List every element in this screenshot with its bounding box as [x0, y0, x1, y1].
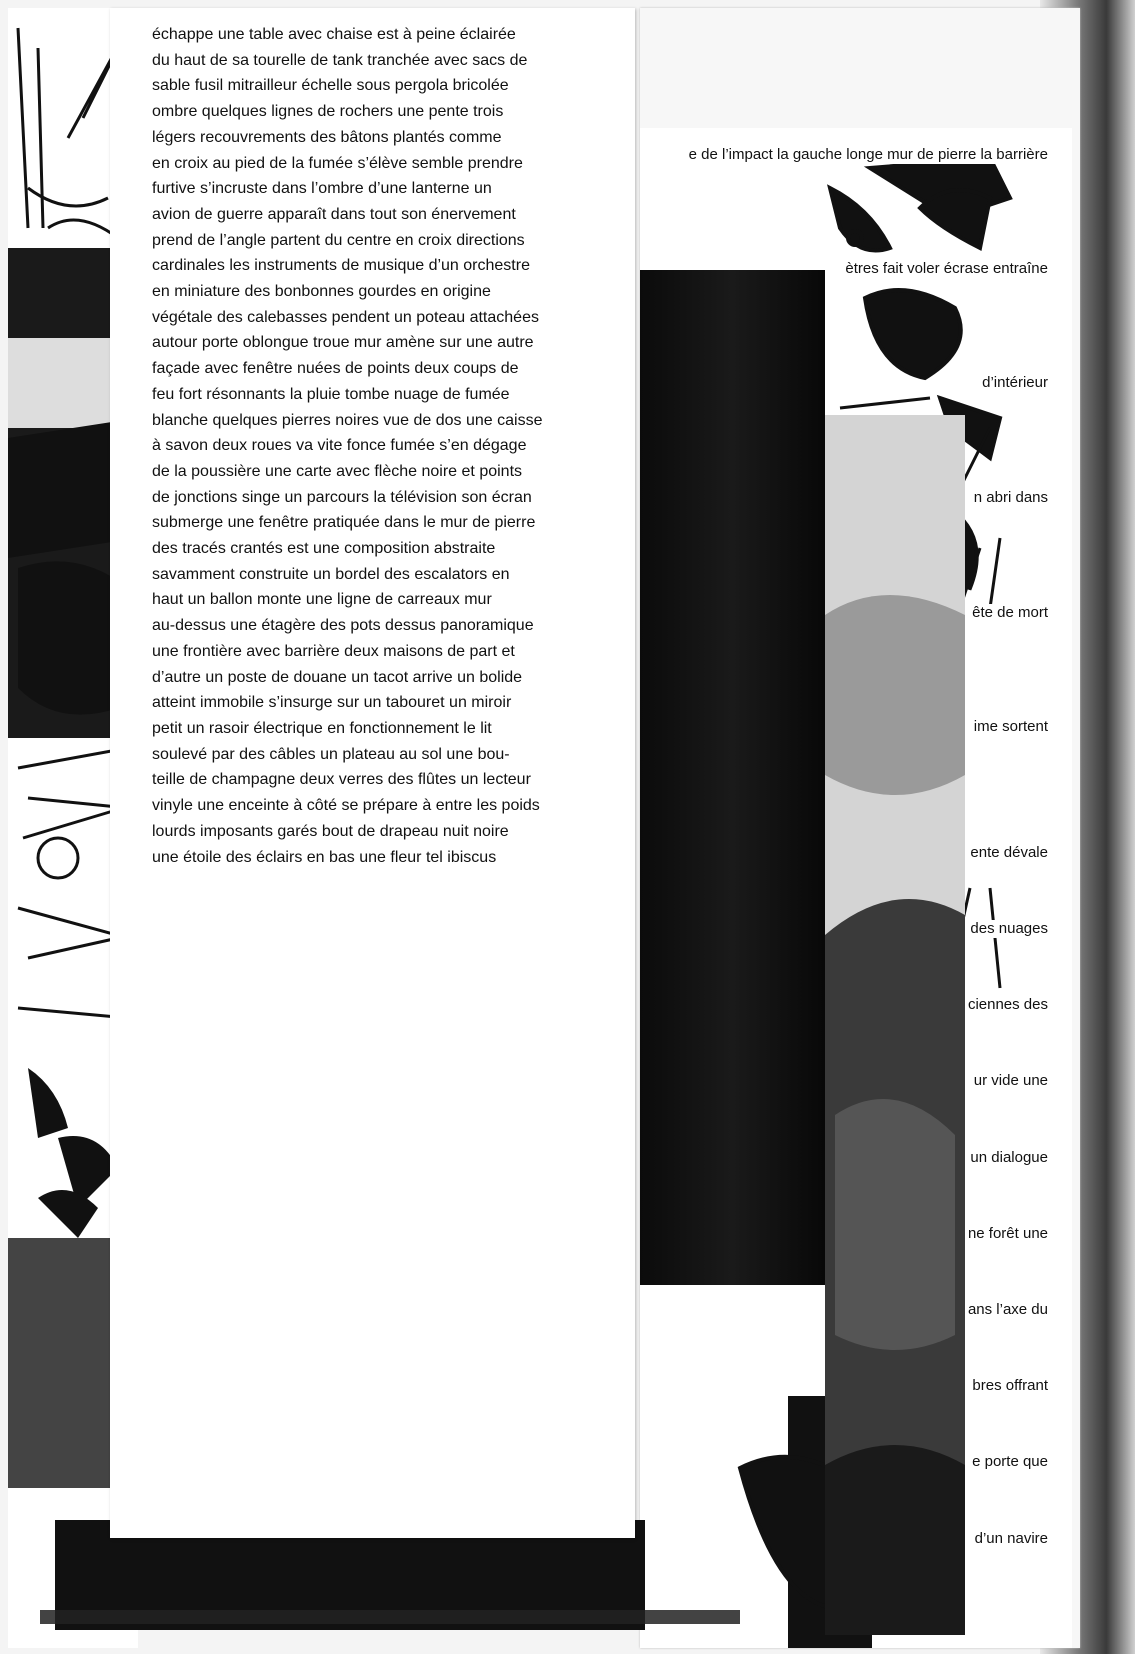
right-text-fragment: ciennes des — [964, 996, 1048, 1014]
right-text-fragment: e porte que — [968, 1453, 1048, 1471]
bottom-text-strip — [40, 1610, 740, 1624]
right-text-fragment: ans l’axe du — [964, 1301, 1048, 1319]
right-text-fragment: ètres fait voler écrase entraîne — [841, 260, 1048, 278]
gray-photo-panel — [825, 415, 965, 1635]
right-text-fragment: des nuages — [966, 920, 1048, 938]
photo-texture — [825, 415, 965, 1635]
right-text-fragment: ête de mort — [968, 604, 1048, 622]
right-text-fragment: ime sortent — [970, 718, 1048, 736]
right-text-fragment: d’un navire — [971, 1530, 1048, 1548]
right-text-fragment: un dialogue — [966, 1149, 1048, 1167]
right-text-fragment: bres offrant — [968, 1377, 1048, 1395]
right-text-fragment: n abri dans — [970, 489, 1048, 507]
right-text-fragment: ente dévale — [966, 844, 1048, 862]
dark-vertical-panel — [640, 270, 825, 1285]
right-text-fragment: d’intérieur — [978, 374, 1048, 392]
body-text: échappe une table avec chaise est à peine éclairée du haut de sa tourelle de tank tranchée avec sacs de sable fusil mitrailleur échelle sous pergola bricolée ombre quelques lignes de rochers une pente trois légers recouvrements des bâtons plantés comme en croix au pied de la fumée s’élève semble prendre furtive s’incruste dans l’ombre d’une lanterne un avion de guerre apparaît dans tout son énervement prend de l’angle partent du centre en croix directions cardinales les instruments de musique d’un orchestre en miniature des bonbonnes gourdes en origine végétale des calebasses pendent un poteau attachées autour porte oblongue troue mur amène sur une autre façade avec fenêtre nuées de points deux coups de feu fort résonnants la pluie tombe nuage de fumée blanche quelques pierres noires vue de dos une caisse à savon deux roues va vite fonce fumée s’en dégage de la poussière une carte avec flèche noire et points de jonctions singe un parcours la télévision son écran submerge une fenêtre pratiquée dans le mur de pierre des tracés crantés est une composition abstraite savamment construite un bordel des escalators en haut un ballon monte une ligne de carreaux mur au-dessus une étagère des pots dessus panoramique une frontière avec barrière deux maisons de part et d’autre un poste de douane un tacot arrive un bolide atteint immobile s’insurge sur un tabouret un miroir petit un rasoir électrique en fonctionnement le lit soulevé par des câbles un plateau au sol une bou- teille de champagne deux verres des flûtes un lecteur vinyle une enceinte à côté se prépare à entre les poids lourds imposants garés bout de drapeau nuit noire une étoile des éclairs en bas une fleur tel ibiscus — [152, 26, 543, 866]
right-text-fragment: ne forêt une — [964, 1225, 1048, 1243]
right-text-fragment: e de l’impact la gauche longe mur de pierre la barrière — [685, 146, 1048, 164]
right-text-fragment: ur vide une — [970, 1072, 1048, 1090]
main-text-page — [110, 8, 635, 1538]
